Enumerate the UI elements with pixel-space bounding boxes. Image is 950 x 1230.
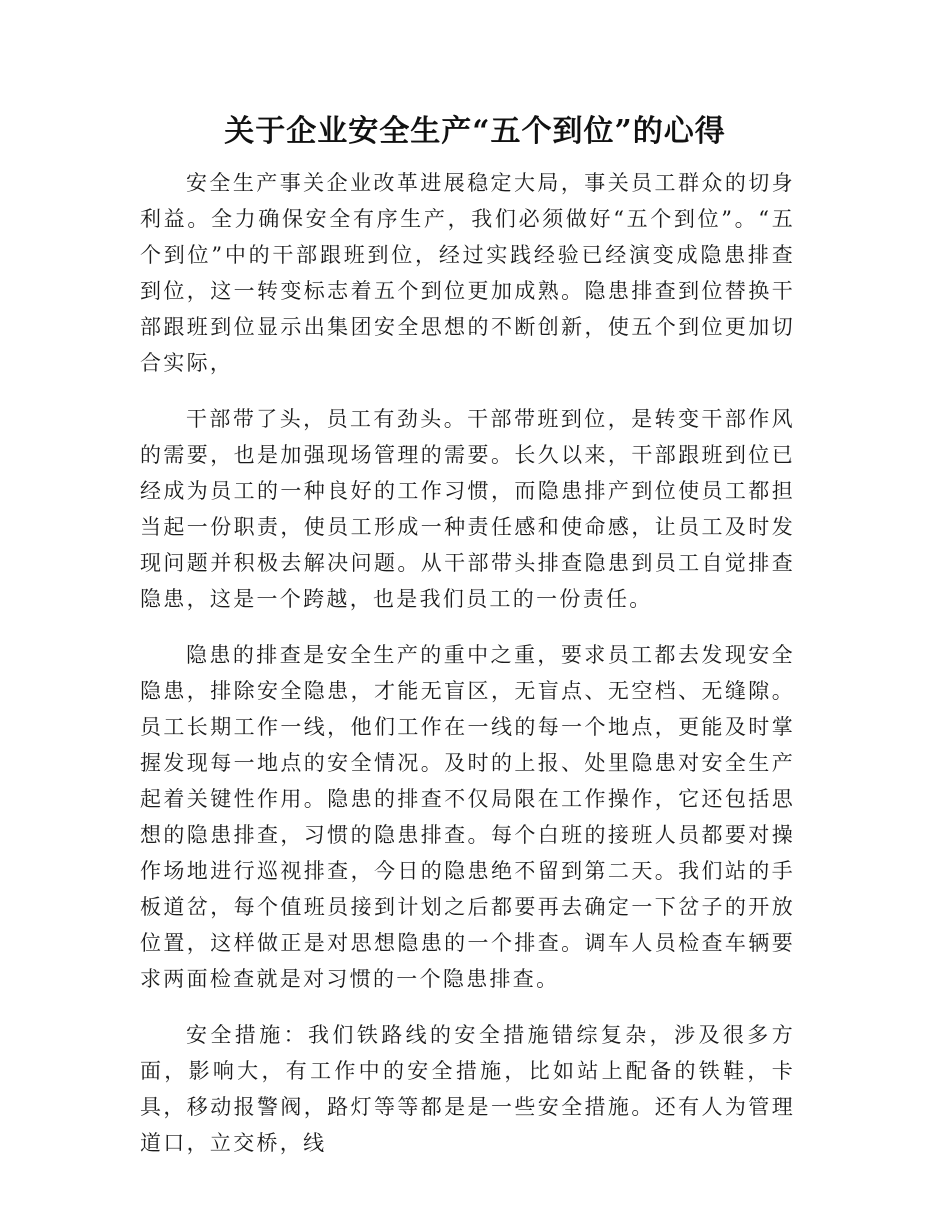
document-title: 关于企业安全生产“五个到位”的心得 bbox=[224, 114, 726, 149]
paragraph-cadre-leadership: 干部带了头，员工有劲头。干部带班到位，是转变干部作风的需要，也是加强现场管理的需要。长久以来，干部跟班到位已经成为员工的一种良好的工作习惯，而隐患排产到位使员工都担当起一份职责，使员工形成一种责任感和使命感，让员工及时发现问题并积极去解决问题。从干部带头排查隐患到员工自觉排查隐患，这是一个跨越，也是我们员工的一份责任。 bbox=[140, 407, 795, 611]
paragraph-hazard-inspection: 隐患的排查是安全生产的重中之重，要求员工都去发现安全隐患，排除安全隐患，才能无盲区，无盲点、无空档、无缝隙。员工长期工作一线，他们工作在一线的每一个地点，更能及时掌握发现每一地点的安全情况。及时的上报、处里隐患对安全生产起着关键性作用。隐患的排查不仅局限在工作操作，它还包括思想的隐患排查，习惯的隐患排查。每个白班的接班人员都要对操作场地进行巡视排查，今日的隐患绝不留到第二天。我们站的手板道岔，每个值班员接到计划之后都要再去确定一下岔子的开放位置，这样做正是对思想隐患的一个排查。调车人员检查车辆要求两面检查就是对习惯的一个隐患排查。 bbox=[140, 643, 795, 991]
paragraph-safety-measures: 安全措施：我们铁路线的安全措施错综复杂，涉及很多方面，影响大，有工作中的安全措施，比如站上配备的铁鞋，卡具，移动报警阀，路灯等等都是是一些安全措施。还有人为管理道口，立交桥，线 bbox=[140, 1023, 795, 1155]
paragraph-intro: 安全生产事关企业改革进展稳定大局，事关员工群众的切身利益。全力确保安全有序生产，我们必须做好“五个到位”。“五个到位”中的干部跟班到位，经过实践经验已经演变成隐患排查到位，这一转变标志着五个到位更加成熟。隐患排查到位替换干部跟班到位显示出集团安全思想的不断创新，使五个到位更加切合实际， bbox=[140, 171, 795, 375]
document-body bbox=[140, 165, 795, 1161]
